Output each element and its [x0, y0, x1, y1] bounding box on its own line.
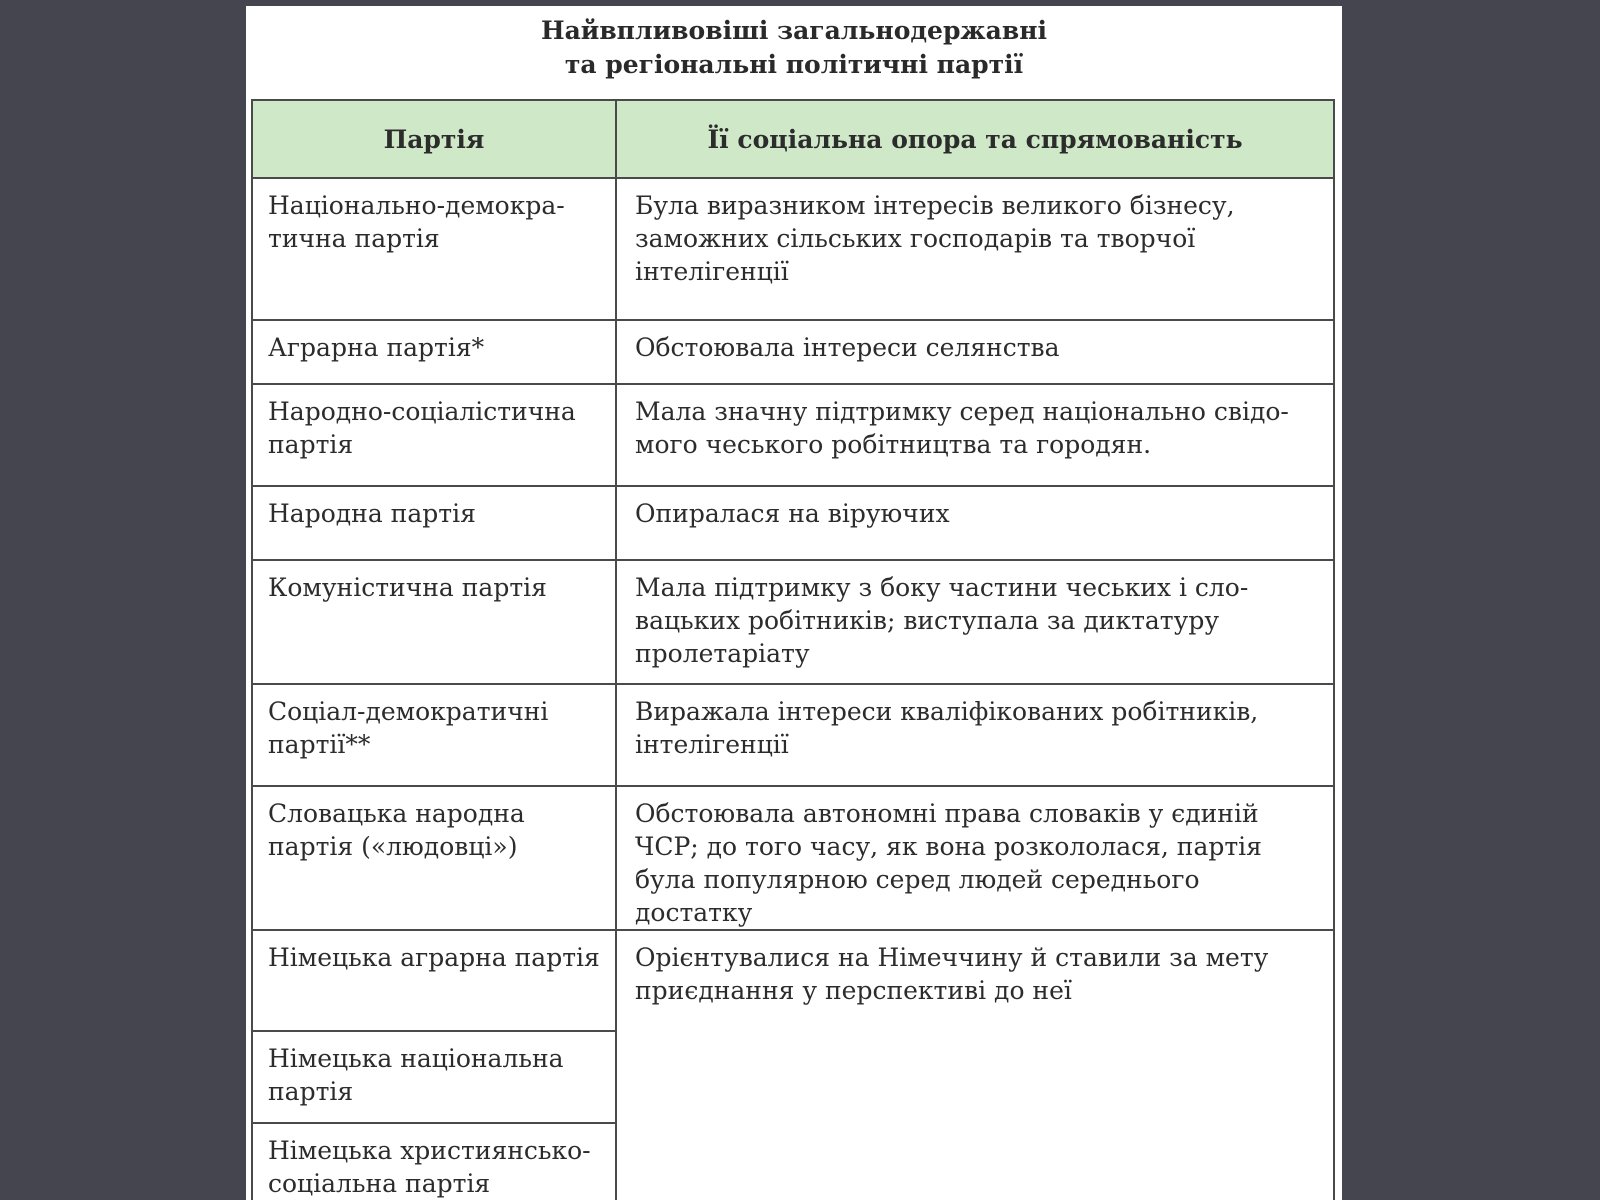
party-name: Німецька національна партія	[252, 1031, 616, 1123]
table-row	[252, 684, 1334, 786]
party-name: Німецька християнсько-соціальна партія	[252, 1123, 616, 1200]
party-name: Народно-соціалістична партія	[252, 384, 616, 486]
header-party: Партія	[252, 100, 616, 178]
document-title	[246, 14, 1342, 82]
table-row	[252, 384, 1334, 486]
party-name: Комуністична партія	[252, 560, 616, 684]
party-support: Опиралася на віруючих	[616, 486, 1334, 560]
table-header-row	[252, 100, 1334, 178]
party-name: Аграрна партія*	[252, 320, 616, 384]
party-name: Німецька аграрна партія	[252, 930, 616, 1031]
table-row	[252, 178, 1334, 320]
table-row	[252, 560, 1334, 684]
party-support: Мала підтримку з боку частини чеських і сло-вацьких робітників; виступала за диктатуру пролетаріату	[616, 560, 1334, 684]
party-name: Словацька народна партія («людовці»)	[252, 786, 616, 930]
table-row	[252, 320, 1334, 384]
title-line-2: та регіональні політичні партії	[564, 50, 1024, 79]
table-row	[252, 930, 1334, 1031]
document-page	[246, 6, 1342, 1200]
party-support: Орієнтувалися на Німеччину й ставили за мету приєднання у перспективі до неї	[616, 930, 1334, 1200]
header-support: Її соціальна опора та спрямованість	[616, 100, 1334, 178]
party-support: Обстоювала автономні права словаків у єдиній ЧСР; до того часу, як вона розкололася, партія була популярною серед людей середнього достатку	[616, 786, 1334, 930]
party-support: Обстоювала інтереси селянства	[616, 320, 1334, 384]
title-line-1: Найвпливовіші загальнодержавні	[540, 16, 1048, 45]
party-name: Національно-демокра-тична партія	[252, 178, 616, 320]
party-support: Була виразником інтересів великого бізнесу, заможних сільських господарів та творчої інтелігенції	[616, 178, 1334, 320]
party-support: Мала значну підтримку серед національно свідо-мого чеського робітництва та городян.	[616, 384, 1334, 486]
parties-table	[251, 99, 1335, 1200]
party-name: Народна партія	[252, 486, 616, 560]
table-row	[252, 486, 1334, 560]
table-row	[252, 786, 1334, 930]
party-support: Виражала інтереси кваліфікованих робітників, інтелігенції	[616, 684, 1334, 786]
party-name: Соціал-демократичні партії**	[252, 684, 616, 786]
